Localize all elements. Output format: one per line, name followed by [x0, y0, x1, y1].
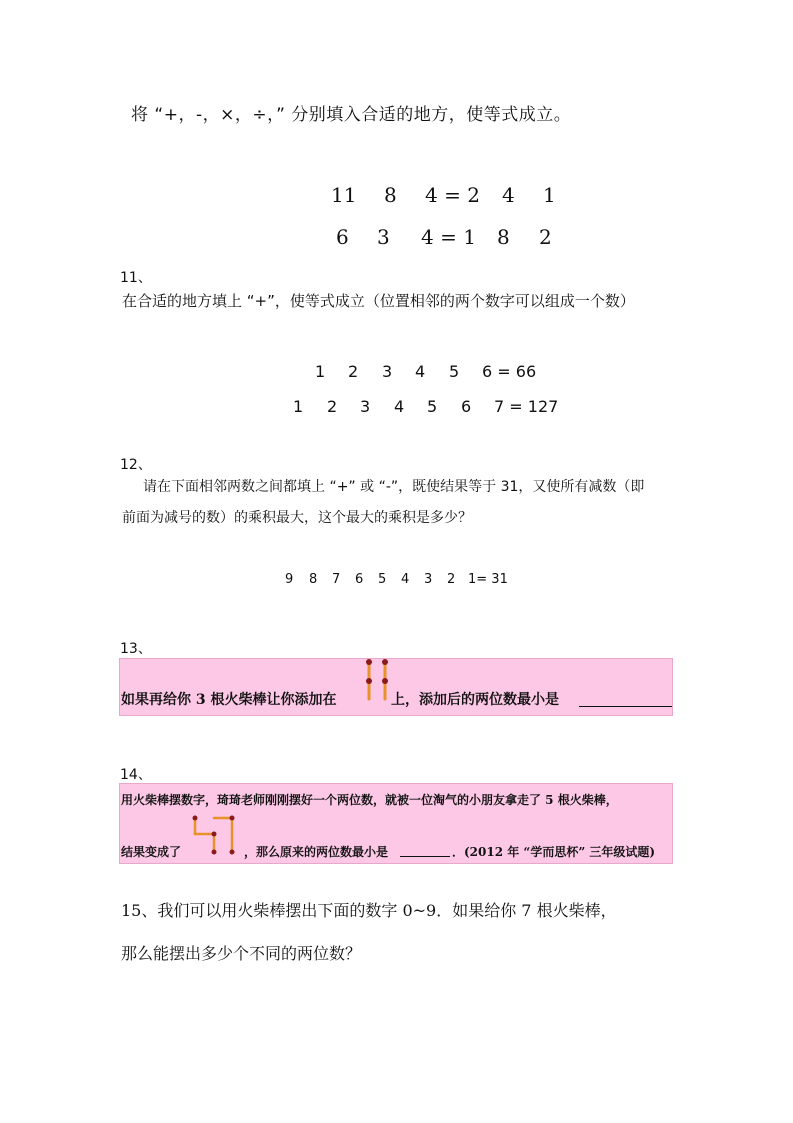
question-text: ，那么原来的两位数最小是: [244, 845, 389, 859]
question-text: 用火柴棒摆数字，琦琦老师刚刚摆好一个两位数，就被一位淘气的小朋友拿走了 5 根火柴棒，: [121, 793, 618, 807]
equation-term: 8: [384, 183, 397, 207]
equation-term: 7 = 127: [494, 397, 559, 416]
question-text: 那么能摆出多少个不同的两位数？: [121, 944, 362, 963]
equation-term: 4: [394, 397, 405, 416]
equation-term: 7: [332, 572, 341, 587]
equation-term: 5: [427, 397, 438, 416]
equation-term: 3: [382, 362, 393, 381]
equation-term: 4 = 2: [425, 183, 480, 207]
equation-term: 8: [309, 572, 318, 587]
equation-term: 1: [543, 183, 556, 207]
equation-term: 3: [424, 572, 433, 587]
equation-term: 1: [315, 362, 326, 381]
equation-term: 5: [449, 362, 460, 381]
equation-term: 6 = 66: [482, 362, 537, 381]
equation-term: 6: [336, 225, 349, 249]
equation-term: 9: [285, 572, 294, 587]
matchstick-figure-41: [186, 812, 242, 858]
equation-term: 11: [331, 183, 357, 207]
intro-instruction: 将 “+，-，×，÷，” 分别填入合适的地方，使等式成立。: [131, 105, 572, 125]
answer-blank[interactable]: [579, 690, 672, 707]
equation-row-2: [0, 225, 793, 253]
question-text: ．(2012 年 “学而思杯” 三年级试题): [452, 845, 656, 859]
equation-term: 6: [461, 397, 472, 416]
equation-term: 4: [415, 362, 426, 381]
equation-term: 1= 31: [468, 572, 508, 587]
question-number: 13、: [120, 641, 152, 657]
equation-term: 3: [377, 225, 390, 249]
question-text: 上，添加后的两位数最小是: [391, 692, 559, 708]
equation-term: 6: [355, 572, 364, 587]
question-text: 在合适的地方填上 “+”，使等式成立（位置相邻的两个数字可以组成一个数）: [122, 292, 635, 310]
question-text: 结果变成了: [121, 845, 182, 859]
equation-term: 5: [378, 572, 387, 587]
question-number: 11、: [120, 270, 152, 286]
equation-term: 4: [401, 572, 410, 587]
equation-row-3: [0, 362, 793, 390]
question-number: 14、: [120, 767, 152, 783]
equation-row-5: [0, 572, 793, 600]
question-text: 如果再给你 3 根火柴棒让你添加在: [121, 692, 337, 708]
equation-term: 8: [497, 225, 510, 249]
equation-row-1: [0, 183, 793, 211]
equation-term: 3: [360, 397, 371, 416]
equation-term: 2: [348, 362, 359, 381]
equation-term: 2: [327, 397, 338, 416]
matchstick-figure-11: [362, 657, 392, 703]
question-text: 前面为减号的数）的乘积最大，这个最大的乘积是多少？: [122, 510, 472, 526]
question-text: 15、我们可以用火柴棒摆出下面的数字 0~9．如果给你 7 根火柴棒，: [121, 901, 617, 920]
equation-term: 2: [447, 572, 456, 587]
answer-blank[interactable]: [400, 842, 450, 857]
question-text: 请在下面相邻两数之间都填上 “+” 或 “-”，既使结果等于 31，又使所有减数（即: [143, 479, 645, 495]
equation-term: 1: [293, 397, 304, 416]
equation-term: 4: [502, 183, 515, 207]
equation-term: 4 = 1: [421, 225, 476, 249]
question-number: 12、: [120, 457, 152, 473]
equation-row-4: [0, 397, 793, 425]
equation-term: 2: [539, 225, 552, 249]
